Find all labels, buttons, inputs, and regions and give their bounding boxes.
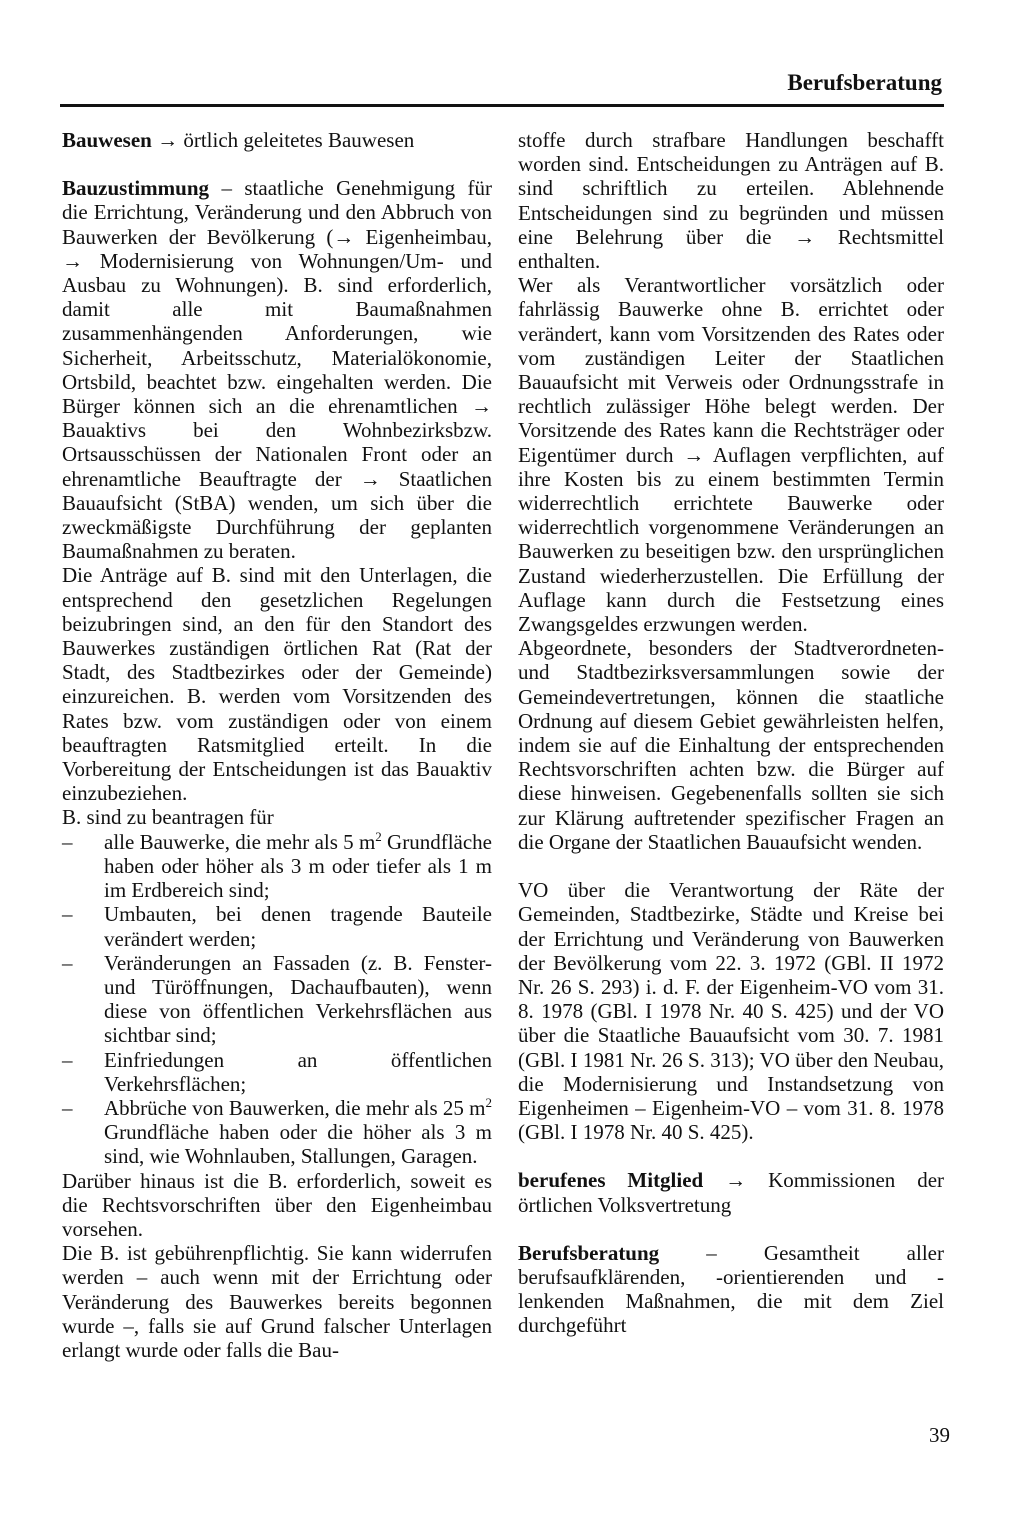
list-dash: – [62, 1095, 73, 1120]
entry-text: → örtlich geleitetes Bauwesen [157, 128, 415, 152]
entry-berufenes-mitglied [518, 1168, 944, 1216]
list-dash: – [62, 1047, 73, 1072]
entry-term: Bauwesen [62, 128, 152, 152]
entry-text: → Kommissionen der örtlichen Volksvertretung [518, 1168, 945, 1217]
list-item [62, 951, 492, 1048]
list-intro: B. sind zu beantragen für [62, 805, 274, 830]
entry-bauwesen [62, 128, 492, 152]
list-dash: – [62, 950, 73, 975]
list-item-text: Veränderungen an Fassaden (z. B. Fenster- und Türöffnungen, Dachaufbauten), wenn diese von öffentlichen Verkehrsflächen aus sichtbar sind; [104, 950, 492, 1048]
list-dash: – [62, 829, 73, 854]
running-head: Berufsberatung [787, 70, 942, 95]
paragraph: Abgeordnete, besonders der Stadtverordneten- und Stadtbezirksversammlungen sowie der Gemeindevertretungen, können die staatliche Ordnung auf diesem Gebiet gewährleisten helfen, indem sie auf die Einhaltung der entsprechenden Rechtsvorschriften achten bzw. die Bürger auf diese hinweisen. Gegebenenfalls sollten sie sich zur Klärung auftretender spezifischer Fragen an die Organe der Staatlichen Bauaufsicht wenden. [518, 636, 944, 854]
list-item-text: Grundfläche haben oder höher als 3 m oder tiefer als 1 m im Erdbereich sind; [104, 829, 493, 903]
page-number: 39 [929, 1423, 950, 1447]
paragraph: Wer als Verantwortlicher vorsätzlich oder fahrlässig Bauwerke ohne B. errichtet oder verändert, kann vom Vorsitzenden des Rates oder vom zuständigen Leiter der Staatlichen Bauaufsicht mit Verweis oder Ordnungsstrafe in rechtlich zulässiger Höhe belegt werden. Der Vorsitzende des Rates kann die Rechtsträger oder Eigentümer durch → Auflagen verpflichten, auf ihre Kosten bis zu einem bestimmten Termin widerrechtlich errichtete Bauwerke oder widerrechtlich vorgenommene Veränderungen an Bauwerken zu beseitigen bzw. den ursprünglichen Zustand wiederherzustellen. Die Erfüllung der Auflage kann durch die Festsetzung eines Zwangsgeldes erzwungen werden. [518, 273, 944, 637]
entry-text: – staatliche Genehmigung für die Errichtung, Veränderung und den Abbruch von Bauwerken der Bevölkerung (→ Eigenheimbau, → Modernisierung von Wohnungen/Um- und Ausbau zu Wohnungen). B. sind erforderlich, damit alle mit Baumaßnahmen zusammenhängenden Anforderungen, wie Sicherheit, Arbeitsschutz, Materialökonomie, Ortsbild, beachtet bzw. eingehalten werden. Die Bürger können sich an die ehrenamtlichen → Bauaktivs bei den Wohnbezirksbzw. Ortsausschüssen der Nationalen Front oder an ehrenamtliche Beauftragte der → Staatlichen Bauaufsicht (StBA) wenden, um sich über die zweckmäßigste Durchführung der geplanten Baumaßnahmen zu beraten. [62, 176, 492, 564]
list-item [62, 1048, 492, 1096]
paragraph: Darüber hinaus ist die B. erforderlich, soweit es die Rechtsvorschriften über den Eigenheimbau vorsehen. [62, 1168, 492, 1241]
legal-sources: VO über die Verantwortung der Räte der Gemeinden, Stadtbezirke, Städte und Kreise bei der Errichtung und Veränderung von Bauwerken der Bevölkerung vom 22. 3. 1972 (GBl. II 1972 Nr. 26 S. 293) i. d. F. der Eigenheim-VO vom 31. 8. 1978 (GBl. I 1978 Nr. 40 S. 425) und der VO über die Staatliche Bauaufsicht vom 30. 7. 1981 (GBl. I 1981 Nr. 26 S. 313); VO über den Neubau, die Modernisierung und Instandsetzung von Eigenheimen – Eigenheim-VO – vom 31. 8. 1978 (GBl. I 1978 Nr. 40 S. 425). [518, 878, 944, 1145]
list-item-text: Abbrüche von Bauwerken, die mehr als 25 m [104, 1095, 486, 1120]
paragraph: Die B. ist gebührenpflichtig. Sie kann widerrufen werden – auch wenn mit der Errichtung oder Veränderung des Bauwerkes bereits begonnen wurde –, falls sie auf Grund falscher Unterlagen erlangt wurde oder falls die Bau- [62, 1241, 492, 1362]
superscript: 2 [485, 1094, 492, 1110]
list-item [62, 1096, 492, 1169]
list-item [62, 830, 492, 903]
list-dash: – [62, 902, 73, 927]
entry-term: Bauzustimmung [62, 176, 210, 201]
paragraph [62, 176, 492, 563]
paragraph: Die Anträge auf B. sind mit den Unterlagen, die entsprechend den gesetzlichen Regelungen beizubringen sind, an den für den Standort des Bauwerkes zuständigen örtlichen Rat (Rat der Stadt, des Stadtbezirkes oder der Gemeinde) einzureichen. B. werden vom Vorsitzenden des Rates bzw. vom zuständigen oder von einem beauftragten Ratsmitglied erteilt. In die Vorbereitung der Entscheidungen ist das Bauaktiv einzubeziehen. [62, 563, 492, 806]
superscript: 2 [375, 828, 382, 844]
list-item [62, 902, 492, 950]
list-item-text: Grundfläche haben oder die höher als 3 m sind, wie Wohnlauben, Stallungen, Garagen. [104, 1120, 492, 1169]
requirement-list [62, 830, 492, 1169]
paragraph: stoffe durch strafbare Handlungen beschafft worden sind. Entscheidungen zu Anträgen auf B. sind schriftlich zu erteilen. Ablehnende Entscheidungen sind zu begründen und müssen eine Belehrung über die → Rechtsmittel enthalten. [518, 128, 944, 274]
list-item-text: Einfriedungen an öffentlichen Verkehrsflächen; [104, 1047, 492, 1096]
header-rule [60, 104, 944, 107]
entry-term: Berufsberatung [518, 1240, 660, 1265]
entry-berufsberatung [518, 1241, 944, 1338]
left-column [62, 128, 492, 1362]
right-column [518, 128, 944, 1338]
list-item-text: alle Bauwerke, die mehr als 5 m [104, 829, 376, 854]
entry-term: berufenes Mitglied [518, 1168, 704, 1193]
list-item-text: Umbauten, bei denen tragende Bauteile verändert werden; [104, 902, 492, 951]
entry-bauzustimmung [62, 176, 492, 1362]
entry-text: – Gesamtheit aller berufsaufklärenden, -orientierenden und -lenkenden Maßnahmen, die mit dem Ziel durchgeführt [518, 1240, 944, 1338]
